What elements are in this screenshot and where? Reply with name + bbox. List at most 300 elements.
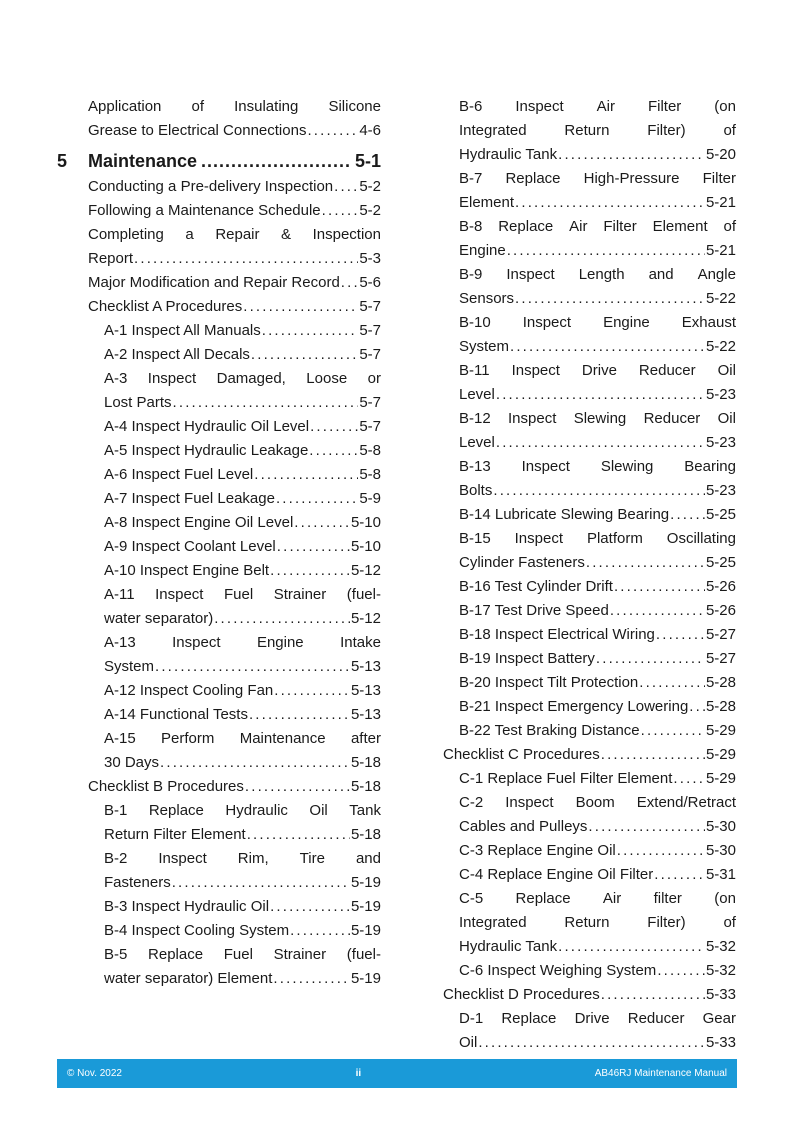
toc-entry[interactable] [57, 439, 381, 463]
toc-page-number: 5-23 [705, 482, 736, 499]
toc-entry-text: A-6 Inspect Fuel Level [104, 466, 254, 483]
toc-word: B-7 [459, 170, 483, 187]
toc-entry-text: C-1 Replace Fuel Filter Element [459, 770, 673, 787]
toc-entry-last-line [459, 479, 736, 503]
toc-word: Oscillating [666, 530, 736, 547]
toc-word: Integrated [459, 914, 527, 931]
toc-page-number: 5-25 [705, 506, 736, 523]
toc-word: & [281, 226, 292, 243]
toc-entry[interactable] [443, 503, 736, 527]
toc-entry[interactable] [57, 775, 381, 799]
toc-word: C-5 [459, 890, 484, 907]
dot-leader [496, 383, 705, 407]
toc-entry-line [459, 791, 736, 815]
dot-leader [274, 679, 350, 703]
toc-entry-text: C-6 Inspect Weighing System [459, 962, 657, 979]
toc-entry[interactable] [57, 895, 381, 919]
toc-entry-line [459, 359, 736, 383]
toc-word: Slewing [573, 410, 627, 427]
dot-leader [310, 415, 358, 439]
toc-entry-text: Level [459, 386, 495, 403]
toc-word: Extend/Retract [636, 794, 736, 811]
dot-leader [262, 319, 359, 343]
footer-copyright: © Nov. 2022 [67, 1068, 122, 1079]
dot-leader [654, 863, 705, 887]
toc-word: Inspect [147, 370, 197, 387]
toc-entry[interactable] [443, 527, 736, 575]
dot-leader [294, 511, 350, 535]
toc-entry[interactable] [443, 407, 736, 455]
toc-word: Perform [161, 730, 215, 747]
dot-leader [617, 839, 705, 863]
toc-page-number: 5-7 [359, 322, 381, 339]
toc-entry-line [88, 223, 381, 247]
toc-entry-line [459, 719, 736, 743]
toc-entry-line [104, 535, 381, 559]
toc-page-number: 5-7 [359, 418, 381, 435]
toc-word: a [185, 226, 194, 243]
toc-word: Maintenance [239, 730, 326, 747]
toc-entry[interactable] [443, 1007, 736, 1055]
dot-leader [249, 703, 350, 727]
dot-leader [341, 271, 359, 295]
toc-page-number: 5-6 [359, 274, 381, 291]
toc-word: Tire [299, 850, 325, 867]
dot-leader [172, 871, 350, 895]
toc-entry-line [459, 839, 736, 863]
toc-entry-text: A-4 Inspect Hydraulic Oil Level [104, 418, 310, 435]
toc-word: Replace [148, 946, 204, 963]
toc-page-number: 5-33 [705, 986, 736, 1003]
toc-entry-line [459, 1007, 736, 1031]
toc-word: Filter) [647, 914, 686, 931]
dot-leader [614, 575, 705, 599]
toc-word: Angle [697, 266, 736, 283]
dot-leader [673, 767, 705, 791]
dot-leader [493, 479, 705, 503]
toc-entry-text: Sensors [459, 290, 515, 307]
toc-entry-text: Grease to Electrical Connections [88, 122, 307, 139]
footer-page-number: ii [355, 1068, 362, 1079]
toc-entry-last-line [104, 871, 381, 895]
toc-entry-last-line [459, 287, 736, 311]
toc-entry-line [104, 583, 381, 607]
toc-entry-line [104, 847, 381, 871]
dot-leader [254, 463, 358, 487]
toc-page-number: 5-26 [705, 602, 736, 619]
dot-leader [277, 535, 350, 559]
toc-page-number: 5-22 [705, 338, 736, 355]
toc-word: High-Pressure [583, 170, 680, 187]
toc-page-number: 5-28 [705, 674, 736, 691]
toc-word: Air [596, 98, 615, 115]
toc-entry-text: System [459, 338, 510, 355]
toc-entry-text: B-3 Inspect Hydraulic Oil [104, 898, 270, 915]
toc-word: B-10 [459, 314, 491, 331]
toc-entry[interactable] [57, 463, 381, 487]
toc-word: Air [569, 218, 588, 235]
toc-entry-text: Checklist D Procedures [443, 986, 600, 1003]
toc-page-number: 5-12 [350, 562, 381, 579]
toc-entry-text: A-1 Inspect All Manuals [104, 322, 261, 339]
toc-word: Inspect [172, 634, 221, 651]
toc-entry[interactable] [57, 559, 381, 583]
toc-entry-line [104, 415, 381, 439]
toc-page-number: 5-23 [705, 386, 736, 403]
toc-entry-line [459, 575, 736, 599]
toc-page-number: 5-9 [359, 490, 381, 507]
toc-page-number: 5-19 [350, 970, 381, 987]
toc-page-number: 5-31 [705, 866, 736, 883]
toc-entry-last-line [104, 391, 381, 415]
toc-entry-line [459, 599, 736, 623]
toc-word: Reducer [627, 1010, 685, 1027]
toc-entry-text: Checklist C Procedures [443, 746, 600, 763]
toc-entry[interactable] [57, 799, 381, 847]
toc-entry-last-line [88, 247, 381, 271]
toc-entry-last-line [88, 119, 381, 143]
toc-entry-line [88, 271, 381, 295]
toc-word: Filter [647, 98, 682, 115]
toc-entry-line [459, 455, 736, 479]
toc-entry[interactable] [57, 343, 381, 367]
toc-word: B-11 [459, 362, 490, 379]
toc-entry-text: B-4 Inspect Cooling System [104, 922, 290, 939]
toc-entry-text: water separator) [104, 610, 214, 627]
toc-entry[interactable] [443, 455, 736, 503]
toc-word: Strainer [273, 946, 327, 963]
dot-leader [596, 647, 705, 671]
toc-entry-line [459, 767, 736, 791]
toc-entry-text: water separator) Element [104, 970, 273, 987]
toc-entry[interactable] [57, 319, 381, 343]
toc-word: Element [652, 218, 708, 235]
toc-word: (on [714, 890, 736, 907]
toc-word: Replace [515, 890, 571, 907]
toc-page-number: 5-27 [705, 626, 736, 643]
toc-word: Oil [309, 802, 328, 819]
toc-entry[interactable] [57, 535, 381, 559]
dot-leader [639, 671, 705, 695]
footer-manual-title: AB46RJ Maintenance Manual [594, 1068, 727, 1079]
toc-entry[interactable] [443, 311, 736, 359]
toc-word: Boom [575, 794, 615, 811]
toc-page-number: 5-26 [705, 578, 736, 595]
toc-entry-text: B-16 Test Cylinder Drift [459, 578, 613, 595]
toc-entry[interactable] [57, 943, 381, 991]
toc-word: A-13 [104, 634, 136, 651]
toc-entry-text: B-19 Inspect Battery [459, 650, 595, 667]
dot-leader [290, 919, 350, 943]
toc-entry-last-line [104, 607, 381, 631]
toc-entry[interactable] [57, 847, 381, 895]
toc-page-number: 5-10 [350, 538, 381, 555]
toc-word: Replace [501, 1010, 557, 1027]
toc-entry[interactable] [443, 671, 736, 695]
toc-word: Repair [215, 226, 260, 243]
toc-page-number: 5-18 [350, 778, 381, 795]
toc-word: B-12 [459, 410, 491, 427]
toc-word: and [648, 266, 674, 283]
toc-entry-line [459, 863, 736, 887]
toc-page-number: 5-13 [350, 706, 381, 723]
toc-entry-line [459, 887, 736, 911]
toc-right-column [443, 95, 736, 1055]
toc-word: Inspect [522, 314, 572, 331]
toc-word: Inspect [511, 362, 560, 379]
toc-word: of [191, 98, 205, 115]
toc-entry[interactable] [57, 95, 381, 143]
toc-entry[interactable] [443, 743, 736, 767]
toc-entry-text: Major Modification and Repair Record [88, 274, 340, 291]
toc-entry-text: Lost Parts [104, 394, 172, 411]
toc-word: Reducer [643, 410, 701, 427]
dot-leader [496, 431, 705, 455]
toc-entry-line [459, 911, 736, 935]
dot-leader [245, 775, 350, 799]
toc-entry-text: B-22 Test Braking Distance [459, 722, 640, 739]
toc-entry[interactable] [443, 695, 736, 719]
toc-entry[interactable] [443, 623, 736, 647]
toc-page-number: 5-30 [705, 842, 736, 859]
toc-entry[interactable] [443, 887, 736, 959]
dot-leader [641, 719, 705, 743]
toc-page-number: 5-12 [350, 610, 381, 627]
toc-entry-text: B-21 Inspect Emergency Lowering [459, 698, 689, 715]
toc-entry-line [104, 703, 381, 727]
toc-entry[interactable] [57, 415, 381, 439]
toc-page-number: 5-18 [350, 754, 381, 771]
toc-entry-text: A-8 Inspect Engine Oil Level [104, 514, 294, 531]
toc-entry[interactable] [57, 175, 381, 199]
toc-entry-line [443, 983, 736, 1007]
toc-word: D-1 [459, 1010, 484, 1027]
toc-entry-line [459, 503, 736, 527]
toc-word: or [367, 370, 381, 387]
toc-page-number: 5-19 [350, 874, 381, 891]
toc-entry[interactable] [57, 223, 381, 271]
toc-word: Filter) [647, 122, 686, 139]
toc-page-number: 5-18 [350, 826, 381, 843]
dot-leader [515, 191, 705, 215]
toc-entry[interactable] [443, 215, 736, 263]
toc-entry[interactable] [443, 767, 736, 791]
toc-word: (fuel- [346, 946, 381, 963]
dot-leader [243, 295, 358, 319]
toc-entry-line [459, 167, 736, 191]
toc-entry-line [443, 743, 736, 767]
toc-entry[interactable] [443, 599, 736, 623]
toc-entry[interactable] [443, 359, 736, 407]
dot-leader [610, 599, 705, 623]
toc-entry-line [104, 895, 381, 919]
toc-entry-last-line [459, 143, 736, 167]
toc-word: C-2 [459, 794, 484, 811]
toc-page-number: 5-25 [705, 554, 736, 571]
toc-word: Inspect [505, 794, 554, 811]
toc-page-number: 5-13 [350, 682, 381, 699]
toc-entry[interactable] [57, 511, 381, 535]
dot-leader [307, 119, 358, 143]
toc-entry-text: Return Filter Element [104, 826, 246, 843]
toc-page-number: 5-20 [705, 146, 736, 163]
toc-word: Fuel [223, 946, 253, 963]
toc-entry[interactable] [443, 863, 736, 887]
toc-entry[interactable] [443, 575, 736, 599]
toc-word: Damaged, [216, 370, 286, 387]
toc-entry[interactable] [57, 583, 381, 631]
toc-entry-text: Level [459, 434, 495, 451]
toc-word: Inspect [508, 410, 557, 427]
toc-word: Filter [603, 218, 637, 235]
dot-leader [251, 343, 358, 367]
dot-leader [601, 983, 705, 1007]
toc-page-number: 5-33 [705, 1034, 736, 1051]
toc-word: B-13 [459, 458, 491, 475]
toc-entry-last-line [459, 935, 736, 959]
toc-entry-line [88, 199, 381, 223]
toc-word: Filter [702, 170, 736, 187]
toc-entry-line [88, 775, 381, 799]
toc-entry[interactable] [443, 839, 736, 863]
toc-page-number: 5-29 [705, 722, 736, 739]
toc-entry-text: A-12 Inspect Cooling Fan [104, 682, 274, 699]
dot-leader [214, 607, 350, 631]
toc-page-number: 5-23 [705, 434, 736, 451]
dot-leader [558, 935, 705, 959]
toc-word: Inspect [155, 586, 204, 603]
toc-word: Slewing [600, 458, 654, 475]
toc-entry-last-line [104, 823, 381, 847]
toc-word: Reducer [638, 362, 696, 379]
toc-entry-line [104, 799, 381, 823]
toc-entry[interactable] [57, 679, 381, 703]
chapter-heading[interactable] [57, 149, 381, 173]
toc-entry[interactable] [57, 295, 381, 319]
toc-entry[interactable] [443, 263, 736, 311]
toc-entry[interactable] [57, 271, 381, 295]
toc-entry-line [459, 647, 736, 671]
toc-entry[interactable] [57, 487, 381, 511]
toc-entry[interactable] [57, 367, 381, 415]
toc-word: of [723, 218, 736, 235]
toc-entry-text: Following a Maintenance Schedule [88, 202, 321, 219]
toc-entry-line [459, 407, 736, 431]
toc-entry-line [104, 511, 381, 535]
toc-entry-line [104, 319, 381, 343]
dot-leader [273, 967, 350, 991]
toc-word: Inspect [514, 530, 564, 547]
toc-entry[interactable] [443, 95, 736, 167]
toc-word: Tank [349, 802, 381, 819]
chapter-number: 5 [57, 151, 68, 171]
toc-entry[interactable] [57, 727, 381, 775]
toc-page-number: 5-29 [705, 770, 736, 787]
toc-word: of [723, 122, 736, 139]
dot-leader [689, 695, 705, 719]
toc-word: Platform [586, 530, 643, 547]
toc-word: B-8 [459, 218, 483, 235]
toc-entry-line [104, 439, 381, 463]
toc-word: Exhaust [681, 314, 736, 331]
toc-entry-last-line [459, 239, 736, 263]
page-footer [57, 1059, 737, 1088]
toc-word: Length [578, 266, 625, 283]
toc-page-number: 5-30 [705, 818, 736, 835]
toc-page-number: 5-3 [359, 250, 381, 267]
toc-page-number: 5-10 [350, 514, 381, 531]
toc-entry-text: A-10 Inspect Engine Belt [104, 562, 270, 579]
toc-word: A-3 [104, 370, 128, 387]
toc-entry-text: Cables and Pulleys [459, 818, 588, 835]
toc-entry-line [459, 311, 736, 335]
dot-leader [201, 149, 351, 173]
toc-entry[interactable] [443, 167, 736, 215]
toc-entry[interactable] [57, 703, 381, 727]
toc-word: Replace [498, 218, 554, 235]
toc-page-number: 5-29 [705, 746, 736, 763]
toc-entry-line [104, 679, 381, 703]
dot-leader [657, 959, 705, 983]
toc-entry[interactable] [443, 983, 736, 1007]
dot-leader [478, 1031, 705, 1055]
toc-entry-text: B-20 Inspect Tilt Protection [459, 674, 639, 691]
toc-entry-last-line [459, 335, 736, 359]
toc-entry-text: Hydraulic Tank [459, 146, 558, 163]
toc-entry[interactable] [443, 647, 736, 671]
toc-entry[interactable] [57, 919, 381, 943]
toc-entry[interactable] [57, 631, 381, 679]
toc-word: Inspection [312, 226, 381, 243]
toc-word: B-1 [104, 802, 128, 819]
toc-page-number: 5-7 [359, 298, 381, 315]
dot-leader [270, 559, 350, 583]
toc-word: (on [714, 98, 736, 115]
toc-word: Insulating [234, 98, 299, 115]
toc-page-number: 5-32 [705, 962, 736, 979]
toc-entry[interactable] [443, 719, 736, 743]
dot-leader [334, 175, 358, 199]
toc-page-number: 5-2 [359, 178, 381, 195]
toc-entry-line [459, 695, 736, 719]
toc-entry-line [88, 95, 381, 119]
toc-word: Replace [505, 170, 561, 187]
toc-entry[interactable] [443, 791, 736, 839]
toc-entry-line [104, 631, 381, 655]
dot-leader [656, 623, 705, 647]
toc-entry-last-line [459, 815, 736, 839]
toc-entry[interactable] [57, 199, 381, 223]
toc-entry-line [104, 727, 381, 751]
toc-entry-line [104, 343, 381, 367]
toc-entry-line [88, 175, 381, 199]
dot-leader [586, 551, 705, 575]
toc-entry-text: B-14 Lubricate Slewing Bearing [459, 506, 670, 523]
toc-word: Inspect [506, 266, 555, 283]
toc-entry[interactable] [443, 959, 736, 983]
toc-entry-last-line [104, 967, 381, 991]
toc-word: Application [88, 98, 162, 115]
toc-page-number: 5-19 [350, 922, 381, 939]
toc-left-column [57, 95, 381, 991]
toc-entry-text: 30 Days [104, 754, 160, 771]
dot-leader [507, 239, 705, 263]
toc-entry-line [104, 487, 381, 511]
toc-entry-text: C-3 Replace Engine Oil [459, 842, 616, 859]
toc-entry-text: A-7 Inspect Fuel Leakage [104, 490, 275, 507]
toc-word: Inspect [515, 98, 564, 115]
dot-leader [155, 655, 350, 679]
